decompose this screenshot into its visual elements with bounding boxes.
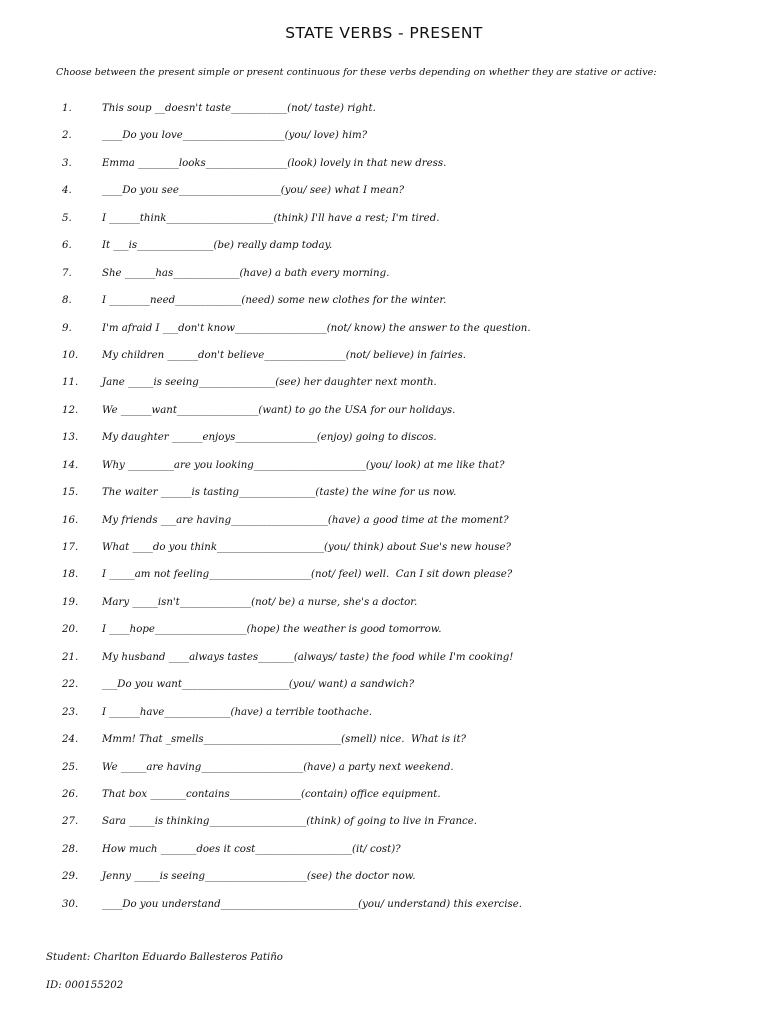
instructions: Choose between the present simple or present continuous for these verbs depending on whether they are stative or active: xyxy=(56,67,657,78)
exercise-item xyxy=(0,676,768,703)
exercise-number: 20. xyxy=(62,624,79,636)
exercise-number: 11. xyxy=(62,377,79,389)
exercise-sentence: ____Do you love____________________(you/ love) him? xyxy=(102,130,368,142)
exercise-number: 21. xyxy=(62,651,79,663)
exercise-item xyxy=(0,594,768,621)
exercise-number: 7. xyxy=(62,267,72,279)
exercise-item xyxy=(0,813,768,840)
exercise-sentence: She ______has_____________(have) a bath every morning. xyxy=(102,267,390,279)
exercise-sentence: What ____do you think_____________________(you/ think) about Sue's new house? xyxy=(102,542,511,553)
exercise-sentence: Why _________are you looking______________________(you/ look) at me like that? xyxy=(102,459,505,471)
exercise-sentence: I'm afraid I ___don't know__________________(not/ know) the answer to the question. xyxy=(102,322,531,334)
exercise-number: 29. xyxy=(62,871,79,883)
exercise-number: 15. xyxy=(62,487,79,499)
exercise-number: 10. xyxy=(62,349,79,361)
exercise-number: 8. xyxy=(62,295,72,307)
exercise-number: 3. xyxy=(62,157,72,169)
exercise-number: 22. xyxy=(62,679,79,691)
exercise-item xyxy=(0,182,768,209)
exercise-item xyxy=(0,429,768,456)
exercise-item xyxy=(0,896,768,923)
exercise-list xyxy=(0,100,768,923)
exercise-number: 12. xyxy=(62,404,79,416)
exercise-sentence: ____Do you understand___________________________(you/ understand) this exercise. xyxy=(102,898,522,910)
page-title: STATE VERBS - PRESENT xyxy=(285,24,483,42)
exercise-sentence: How much _______does it cost___________________(it/ cost)? xyxy=(102,843,401,855)
exercise-number: 9. xyxy=(62,322,72,334)
exercise-item xyxy=(0,374,768,401)
exercise-number: 25. xyxy=(62,761,79,773)
exercise-number: 2. xyxy=(62,130,72,142)
exercise-number: 23. xyxy=(62,706,79,718)
exercise-number: 30. xyxy=(62,898,79,910)
exercise-number: 6. xyxy=(62,240,72,252)
exercise-sentence: Emma ________looks________________(look) lovely in that new dress. xyxy=(102,157,447,169)
exercise-sentence: Jane _____is seeing_______________(see) her daughter next month. xyxy=(102,377,437,389)
exercise-item xyxy=(0,320,768,347)
exercise-sentence: My friends ___are having___________________(have) a good time at the moment? xyxy=(102,514,509,526)
exercise-sentence: I _____am not feeling____________________(not/ feel) well. Can I sit down please? xyxy=(102,569,513,581)
exercise-sentence: Sara _____is thinking___________________(think) of going to live in France. xyxy=(102,816,478,828)
exercise-item xyxy=(0,704,768,731)
exercise-item xyxy=(0,759,768,786)
exercise-sentence: I ______think_____________________(think) I'll have a rest; I'm tired. xyxy=(102,212,440,224)
exercise-number: 18. xyxy=(62,569,79,581)
exercise-item xyxy=(0,484,768,511)
exercise-item xyxy=(0,786,768,813)
exercise-sentence: Mmm! That _smells___________________________(smell) nice. What is it? xyxy=(102,734,466,746)
exercise-number: 5. xyxy=(62,212,72,224)
exercise-item xyxy=(0,621,768,648)
exercise-number: 4. xyxy=(62,185,72,197)
exercise-item xyxy=(0,512,768,539)
exercise-sentence: The waiter ______is tasting_______________(taste) the wine for us now. xyxy=(102,487,457,499)
exercise-number: 16. xyxy=(62,514,79,526)
exercise-sentence: My husband ____always tastes_______(always/ taste) the food while I'm cooking! xyxy=(102,651,514,663)
exercise-sentence: Jenny _____is seeing____________________(see) the doctor now. xyxy=(102,871,416,883)
exercise-sentence: This soup __doesn't taste___________(not/ taste) right. xyxy=(102,103,376,114)
exercise-item xyxy=(0,731,768,758)
exercise-item xyxy=(0,347,768,374)
exercise-number: 17. xyxy=(62,542,79,553)
exercise-number: 13. xyxy=(62,432,79,444)
exercise-sentence: My children ______don't believe________________(not/ believe) in fairies. xyxy=(102,349,467,361)
exercise-item xyxy=(0,402,768,429)
exercise-item xyxy=(0,237,768,264)
exercise-item xyxy=(0,841,768,868)
exercise-item xyxy=(0,155,768,182)
exercise-sentence: Mary _____isn't______________(not/ be) a nurse, she's a doctor. xyxy=(102,596,418,608)
exercise-item xyxy=(0,457,768,484)
exercise-sentence: We ______want________________(want) to go the USA for our holidays. xyxy=(102,404,456,416)
exercise-sentence: We _____are having____________________(have) a party next weekend. xyxy=(102,761,454,773)
exercise-sentence: I ______have_____________(have) a terrible toothache. xyxy=(102,706,373,718)
exercise-item xyxy=(0,539,768,566)
exercise-number: 19. xyxy=(62,596,79,608)
exercise-item xyxy=(0,292,768,319)
exercise-sentence: ___Do you want_____________________(you/ want) a sandwich? xyxy=(102,679,415,691)
exercise-number: 27. xyxy=(62,816,79,828)
exercise-item xyxy=(0,265,768,292)
exercise-number: 14. xyxy=(62,459,79,471)
exercise-number: 24. xyxy=(62,734,79,746)
exercise-item xyxy=(0,649,768,676)
student-id: ID: 000155202 xyxy=(46,980,124,991)
exercise-number: 28. xyxy=(62,843,79,855)
exercise-sentence: ____Do you see____________________(you/ see) what I mean? xyxy=(102,185,405,197)
exercise-item xyxy=(0,127,768,154)
student-name: Student: Charlton Eduardo Ballesteros Patiño xyxy=(46,952,283,963)
exercise-sentence: I ____hope__________________(hope) the weather is good tomorrow. xyxy=(102,624,442,636)
exercise-item xyxy=(0,100,768,127)
exercise-sentence: My daughter ______enjoys________________(enjoy) going to discos. xyxy=(102,432,437,444)
exercise-sentence: That box _______contains______________(contain) office equipment. xyxy=(102,788,441,800)
exercise-number: 26. xyxy=(62,788,79,800)
exercise-number: 1. xyxy=(62,103,72,114)
exercise-item xyxy=(0,868,768,895)
exercise-item xyxy=(0,210,768,237)
exercise-item xyxy=(0,566,768,593)
exercise-sentence: I ________need_____________(need) some new clothes for the winter. xyxy=(102,295,447,307)
exercise-sentence: It ___is_______________(be) really damp today. xyxy=(102,240,333,252)
